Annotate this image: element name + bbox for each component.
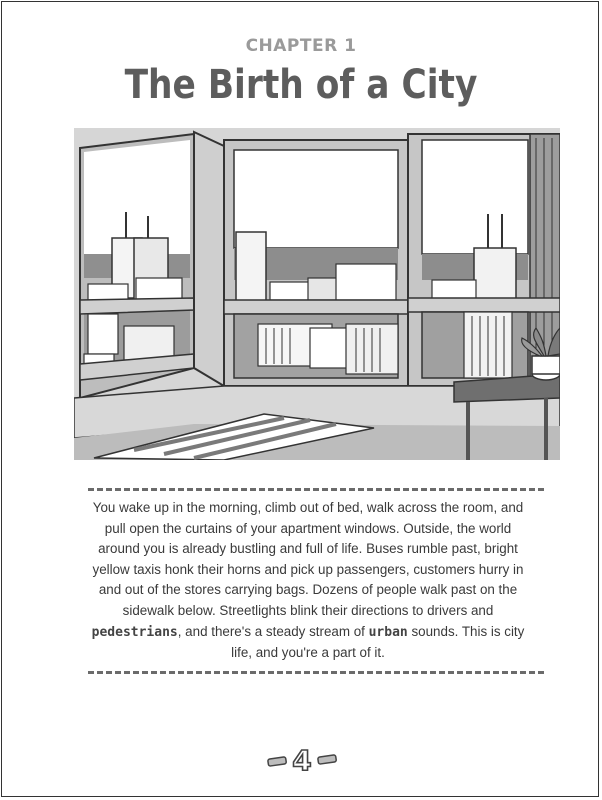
term-urban: urban xyxy=(368,624,408,640)
top-divider xyxy=(88,488,544,491)
page-number-text: 4 xyxy=(292,744,312,776)
body-paragraph xyxy=(88,498,528,664)
chapter-label: CHAPTER 1 xyxy=(245,36,357,56)
paragraph-part-3: sounds. This is city life, and you're a part of it. xyxy=(231,623,525,661)
term-pedestrians: pedestrians xyxy=(91,624,178,640)
paragraph-part-1: You wake up in the morning, climb out of bed, walk across the room, and pull open the curtains of your apartment windows. Outside, the world around you is already bustling and full of life. Buses rumble past, bright yellow taxis honk their horns and pick up passengers, customers hurry in and out of the stores carrying bags. Dozens of people walk past on the sidewalk below. Streetlights blink their directions to drivers and xyxy=(92,500,524,618)
bottom-divider xyxy=(88,671,544,674)
paragraph-part-2: , and there's a steady stream of xyxy=(177,623,369,639)
page-title: The Birth of a City xyxy=(124,62,478,108)
page-number xyxy=(262,740,342,776)
city-window-illustration xyxy=(74,128,560,460)
left-dash-ornament xyxy=(268,757,287,766)
right-dash-ornament xyxy=(318,755,337,764)
